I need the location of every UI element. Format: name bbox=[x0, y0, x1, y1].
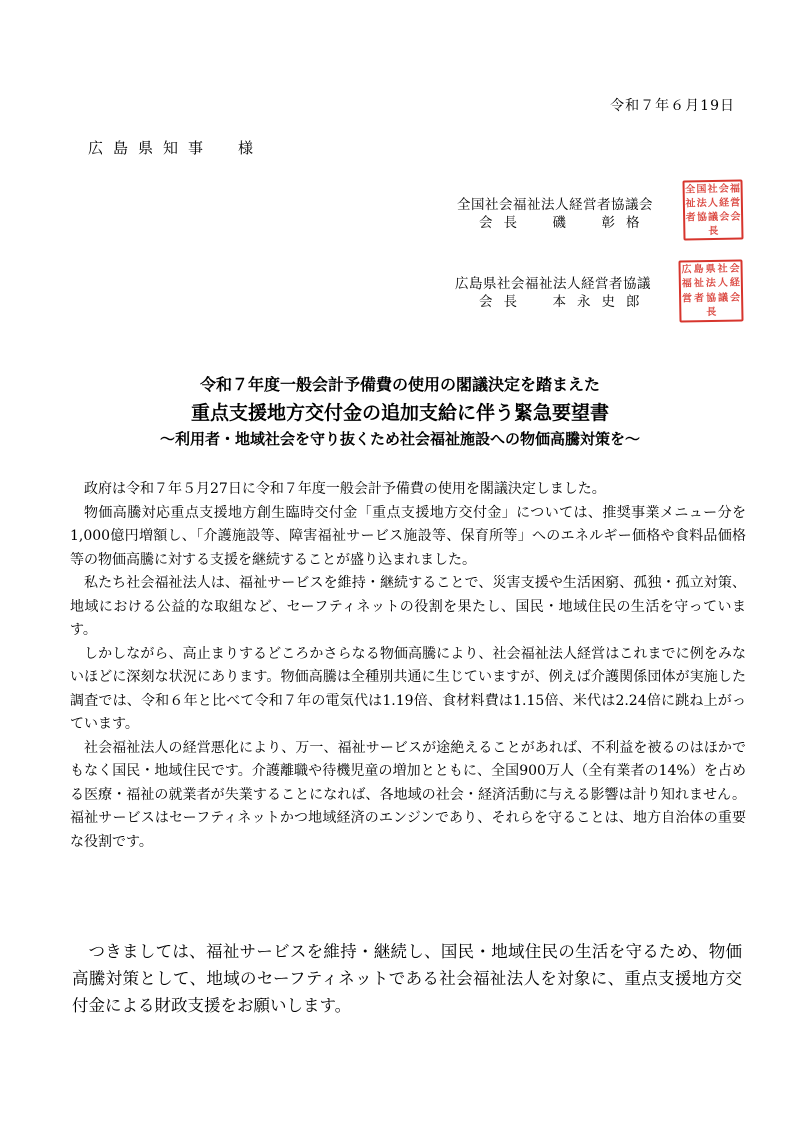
sender-block-hiroshima bbox=[455, 275, 651, 311]
sender-org: 全国社会福祉法人経営者協議会 bbox=[457, 197, 653, 213]
sender-block-national bbox=[457, 196, 653, 232]
heading-line-1: 令和７年度一般会計予備費の使用の閣議決定を踏まえた bbox=[199, 375, 600, 394]
paragraph: 私たち社会福祉法人は、福祉サービスを維持・継続することで、災害支援や生活困窮、孤独・孤立対策、地域における公益的な取組など、セーフティネットの役割を果たし、国民・地域住民の生活を守っています。 bbox=[70, 575, 746, 638]
heading-title: 重点支援地方交付金の追加支給に伴う緊急要望書 bbox=[190, 402, 609, 424]
sender-title: 会長 本永史郎 bbox=[479, 294, 651, 310]
paragraph: 社会福祉法人の経営悪化により、万一、福祉サービスが途絶えることがあれば、不利益を被るのはほかでもなく国民・地域住民です。介護離職や待機児童の増加とともに、全国900万人（全有業者の14%）を占める医療・福祉の就業者が失業することになれば、各地域の社会・経済活動に与える影響は計り知れません。福祉サービスはセーフティネットかつ地域経済のエンジンであり、それらを守ることは、地方自治体の重要な役割です。 bbox=[70, 739, 746, 850]
sender-org: 広島県社会福祉法人経営者協議 bbox=[455, 276, 651, 292]
document-date: 令和７年６月19日 bbox=[610, 98, 735, 114]
paragraph: 物価高騰対応重点支援地方創生臨時交付金「重点支援地方交付金」については、推奨事業メニュー分を1,000億円増額し、「介護施設等、障害福祉サービス施設等、保育所等」へのエネルギー価格や食料品価格等の物価高騰に対する支援を継続することが盛り込まれました。 bbox=[70, 504, 746, 568]
paragraph: しかしながら、高止まりするどころかさらなる物価高騰により、社会福祉法人経営はこれまでに例をみないほどに深刻な状況にあります。物価高騰は全種別共通に生じていますが、例えば介護関係団体が実施した調査では、令和６年と比べて令和７年の電気代は1.19倍、食材料費は1.15倍、米代は2.24倍に跳ね上がっています。 bbox=[70, 645, 746, 732]
official-seal: 全 国 社 会 福 祉 法 人 経 営 者 協 議 会 会 長 bbox=[682, 179, 743, 240]
conclusion-text: つきましては、福祉サービスを維持・継続し、国民・地域住民の生活を守るため、物価高騰対策として、地域のセーフティネットである社会福祉法人を対象に、重点支援地方交付金による財政支援をお願いします。 bbox=[72, 942, 742, 1015]
addressee: 広島県知事 様 bbox=[88, 139, 264, 157]
body-text bbox=[70, 478, 746, 854]
official-seal: 広 島 県 社 会 福 祉 法 人 経 営 者 協 議 会 長 bbox=[678, 259, 743, 322]
paragraph: 政府は令和７年５月27日に令和７年度一般会計予備費の使用を閣議決定しました。 bbox=[84, 481, 606, 497]
conclusion bbox=[72, 938, 742, 1019]
sender-title: 会長 磯 彰格 bbox=[479, 215, 651, 231]
heading-subtitle: ～利用者・地域社会を守り抜くため社会福祉施設への物価高騰対策を～ bbox=[159, 430, 640, 448]
